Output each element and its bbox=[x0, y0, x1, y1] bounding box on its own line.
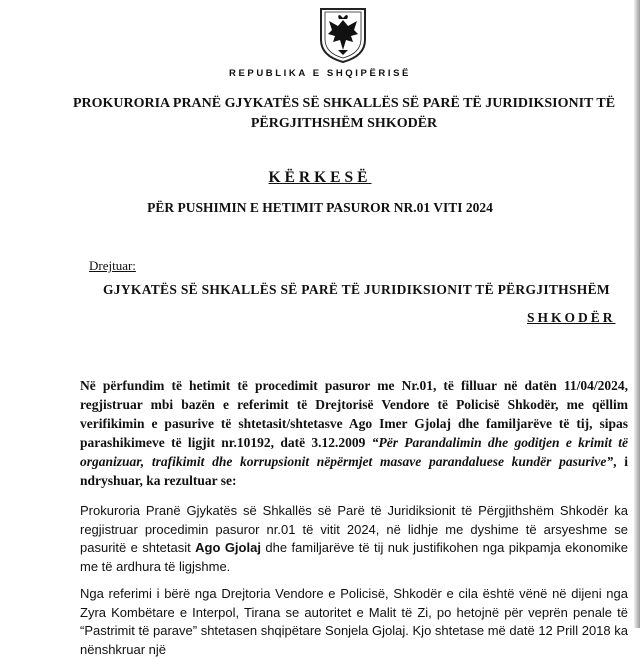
p2-end: dhe familjarëve të tij nuk justifikohen nga pikpamja ekonomike me të ardhura të ligjshme. bbox=[80, 540, 629, 575]
addressee-court-line2: SHKODËR bbox=[527, 310, 616, 325]
addressee-court-line1: GJYKATËS SË SHKALLËS SË PARË TË JURIDIKSIONIT TË PËRGJITHSHËM bbox=[103, 282, 610, 297]
institution-name-line2: PËRGJITHSHËM SHKODËR bbox=[250, 116, 438, 131]
document-title: KËRKESË bbox=[268, 169, 372, 186]
p1-law-title: “Për Parandalimin dhe goditjen e krimit të organizuar, trafikimit dhe korrupsionit nëpërmjet masave parandaluese kundër pasurive” bbox=[80, 435, 628, 469]
republic-header: REPUBLIKA E SHQIPËRISË bbox=[229, 68, 411, 79]
p1-text: Në përfundim të hetimit të procedimit pasuror me Nr.01, të filluar në datën 11/04/2024, regjistruar mbi bazën e referimit të Drejtorisë Vendore të Policisë Shkodër, me qëllim verifikimin e pasurive të shtetasit/shtetasve Ago Imer Gjolaj dhe familjarëve të tij, sipas parashikimeve të ligjit nr.10192, datë 3.12.2009 bbox=[80, 378, 628, 450]
document-subject: PËR PUSHIMIN E HETIMIT PASUROR NR.01 VITI 2024 bbox=[147, 200, 493, 215]
p1-end: , i ndryshuar, ka rezultuar se: bbox=[80, 454, 628, 488]
institution-name-line1: PROKURORIA PRANË GJYKATËS SË SHKALLËS SË PARË TË JURIDIKSIONIT TË bbox=[72, 96, 616, 111]
p2-person-name: Ago Gjolaj bbox=[195, 540, 261, 556]
body-paragraph-3: Nga referimi i bërë nga Drejtoria Vendore e Policisë, Shkodër e cila është vënë në dijeni nga Zyra Kombëtare e Interpol, Tirana se autoritet e Malit të Zi, po hetojnë për veprën penale të “Pastrimit të parave” shtetasen shqipëtare Sonjela Gjolaj. Kjo shtetase më datë 12 Prill 2018 ka nënshkruar një bbox=[80, 586, 628, 658]
body-paragraph-1 bbox=[80, 376, 628, 490]
eagle-emblem-icon bbox=[318, 6, 368, 64]
p2-start: Prokuroria Pranë Gjykatës së Shkallës së Parë të Juridiksionit të Përgjithshëm Shkodër ka regjistruar procedimin pasuror nr.01 të vitit 2024, në lidhje me dyshime të arsyeshme se pasuritë e shtetasit bbox=[80, 503, 628, 556]
addressee-label: Drejtuar: bbox=[89, 258, 136, 273]
page-edge bbox=[634, 0, 640, 628]
body-paragraph-2 bbox=[80, 502, 628, 577]
